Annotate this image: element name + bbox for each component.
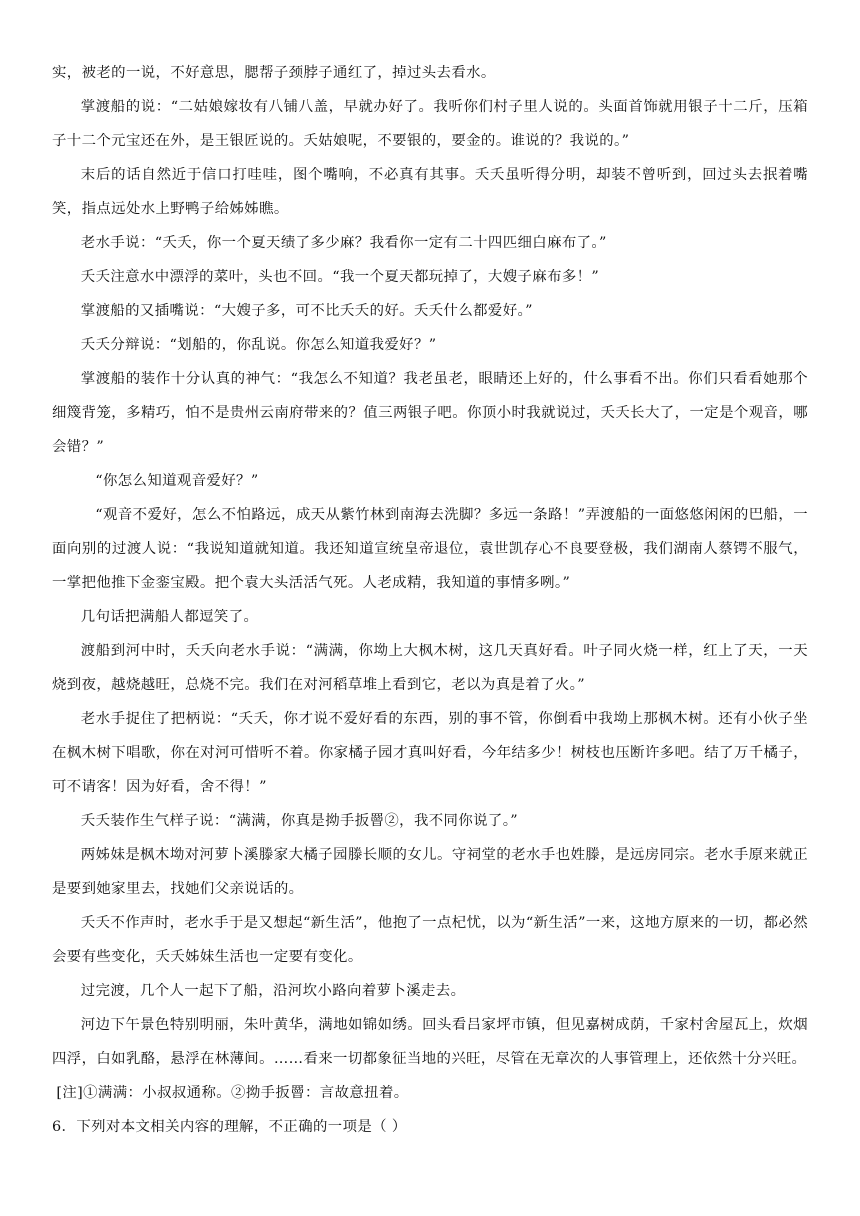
paragraph-16: 夭夭不作声时，老水手于是又想起“新生活”，他抱了一点杞忧，以为“新生活”一来，这地方原来的一切，都必然会要有些变化，夭夭姊妹生活也一定要有变化。 <box>52 915 808 965</box>
paragraph-8: 掌渡船的装作十分认真的神气：“我怎么不知道？我老虽老，眼睛还上好的，什么事看不出。你们只看看她那个细篾背笼，多精巧，怕不是贵州云南府带来的？值三两银子吧。你顶小时我就说过，夭夭长大了，一定是个观音，哪会错？” <box>52 371 808 455</box>
paragraph-5: 夭夭注意水中漂浮的菜叶，头也不回。“我一个夏天都玩掉了，大嫂子麻布多！” <box>80 269 600 285</box>
paragraph-2: 掌渡船的说：“二姑娘嫁妆有八铺八盖，早就办好了。我听你们村子里人说的。头面首饰就用银子十二斤，压箱子十二个元宝还在外，是王银匠说的。夭姑娘呢，不要银的，要金的。谁说的？我说的。” <box>52 99 808 149</box>
paragraph-13: 老水手捉住了把柄说：“夭夭，你才说不爱好看的东西，别的事不管，你倒看中我坳上那枫木树。还有小伙子坐在枫木树下唱歌，你在对河可惜听不着。你家橘子园才真叫好看，今年结多少！树枝也压断许多吧。结了万千橘子，可不请客！因为好看，舍不得！” <box>52 711 808 795</box>
paragraph-6: 掌渡船的又插嘴说：“大嫂子多，可不比夭夭的好。夭夭什么都爱好。” <box>80 303 533 319</box>
paragraph-10: “观音不爱好，怎么不怕路远，成天从紫竹林到南海去洗脚？多远一条路！”弄渡船的一面悠悠闲闲的巴船，一面向别的过渡人说：“我说知道就知道。我还知道宣统皇帝退位，袁世凯存心不良要登极，我们湖南人蔡锷不服气，一掌把他推下金銮宝殿。把个袁大头活活气死。人老成精，我知道的事情多咧。” <box>52 507 808 591</box>
paragraph-18: 河边下午景色特别明丽，朱叶黄华，满地如锦如绣。回头看吕家坪市镇，但见嘉树成荫，千家村舍屋瓦上，炊烟四浮，白如乳酪，悬浮在林薄间。……看来一切都象征当地的兴旺，尽管在无章次的人事管理上，还依然十分兴旺。 <box>52 1017 808 1067</box>
paragraph-9: “你怎么知道观音爱好？” <box>95 473 259 489</box>
paragraph-15: 两姊妹是枫木坳对河萝卜溪滕家大橘子园滕长顺的女儿。守祠堂的老水手也姓滕，是远房同宗。老水手原来就正是要到她家里去，找她们父亲说话的。 <box>52 847 808 897</box>
document-page <box>52 56 808 1144</box>
paragraph-1: 实，被老的一说，不好意思，腮帮子颈脖子通红了，掉过头去看水。 <box>52 65 496 81</box>
paragraph-14: 夭夭装作生气样子说：“满满，你真是拗手扳罾②，我不同你说了。” <box>80 813 519 829</box>
paragraph-7: 夭夭分辩说：“划船的，你乱说。你怎么知道我爱好？” <box>80 337 437 353</box>
footnote: [注]①满满：小叔叔通称。②拗手扳罾：言故意扭着。 <box>56 1085 409 1101</box>
paragraph-12: 渡船到河中时，夭夭向老水手说：“满满，你坳上大枫木树，这几天真好看。叶子同火烧一样，红上了天，一天烧到夜，越烧越旺，总烧不完。我们在对河稻草堆上看到它，老以为真是着了火。” <box>52 643 808 693</box>
paragraph-4: 老水手说：“夭夭，你一个夏天绩了多少麻？我看你一定有二十四匹细白麻布了。” <box>80 235 607 251</box>
question-6: 6．下列对本文相关内容的理解，不正确的一项是（ ） <box>52 1119 407 1135</box>
paragraph-17: 过完渡，几个人一起下了船，沿河坎小路向着萝卜溪走去。 <box>80 983 466 999</box>
paragraph-3: 末后的话自然近于信口打哇哇，图个嘴响，不必真有其事。夭夭虽听得分明，却装不曾听到，回过头去抿着嘴笑，指点远处水上野鸭子给姊姊瞧。 <box>52 167 808 217</box>
paragraph-11: 几句话把满船人都逗笑了。 <box>80 609 259 625</box>
